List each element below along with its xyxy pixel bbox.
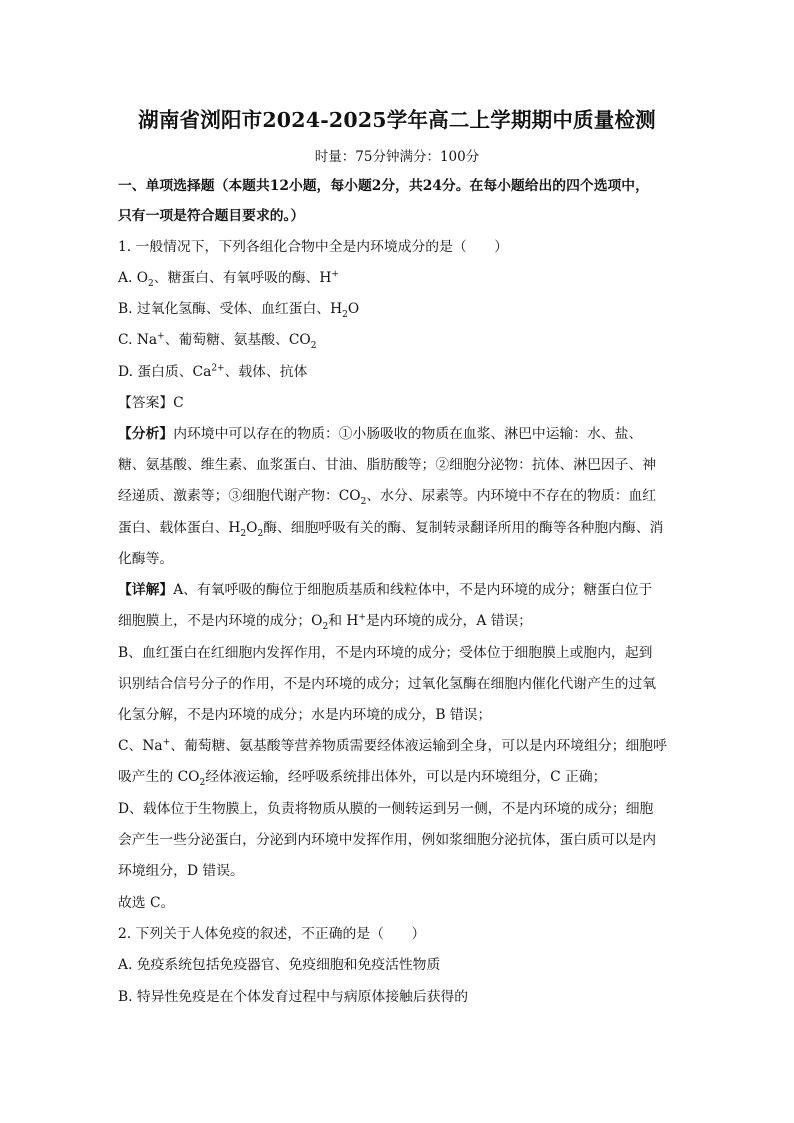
option-a-text-1: A. O	[118, 270, 149, 286]
detail-a-line-2	[118, 611, 532, 631]
question-1-option-d	[118, 362, 307, 382]
option-c-text-2: 、葡萄糖、氨基酸、CO	[164, 332, 311, 348]
detail-d-line-1: D、载体位于生物膜上，负责将物质从膜的一侧转运到另一侧，不是内环境的成分；细胞	[118, 801, 654, 817]
question-2-option-b: B. 特异性免疫是在个体发育过程中与病原体接触后获得的	[118, 989, 469, 1005]
analysis-line-5: 化酶等。	[118, 551, 174, 567]
option-d-text-2: 、载体、抗体	[224, 364, 308, 380]
detail-c-subscript: 2	[199, 777, 206, 788]
detail-a-text-2a: 细胞膜上，不是内环境的成分；O	[118, 613, 323, 629]
question-1-answer: 【答案】C	[118, 395, 184, 411]
analysis-text-3a: 经递质、激素等；③细胞代谢产物：CO	[118, 488, 361, 504]
analysis-text-4c: 酶、细胞呼吸有关的酶、复制转录翻译所用的酶等各种胞内酶、消	[263, 520, 664, 536]
question-1-option-a	[118, 268, 339, 288]
document-subtitle: 时量：75分钟满分：100分	[314, 149, 480, 165]
analysis-text-4b: O	[246, 520, 258, 536]
detail-d-line-3: 环境组分，D 错误。	[118, 863, 244, 879]
option-a-text-2: 、糖蛋白、有氧呼吸的酶、H	[153, 270, 332, 286]
analysis-line-1	[118, 424, 642, 444]
option-d-text-1: D. 蛋白质、Ca	[118, 364, 212, 380]
detail-b-line-3: 化氢分解，不是内环境的成分；水是内环境的成分，B 错误；	[118, 707, 492, 723]
analysis-subscript-4b: 2	[257, 528, 264, 539]
option-a-subscript: 2	[148, 278, 154, 289]
question-1-option-c	[118, 330, 316, 350]
detail-b-line-1: B、血红蛋白在红细胞内发挥作用，不是内环境的成分；受体位于细胞膜上或胞内，起到	[118, 645, 653, 661]
option-a-superscript: +	[331, 269, 339, 280]
detail-c-text-2b: 经体液运输，经呼吸系统排出体外，可以是内环境组分，C 正确；	[205, 769, 607, 785]
question-1-stem: 1. 一般情况下，下列各组化合物中全是内环境成分的是（ ）	[118, 239, 509, 255]
option-b-text-2: O	[347, 301, 360, 317]
option-c-text-1: C. Na	[118, 332, 158, 348]
analysis-subscript-4a: 2	[240, 528, 247, 539]
option-d-superscript: 2+	[211, 363, 225, 374]
analysis-line-2: 糖、氨基酸、维生素、血浆蛋白、甘油、脂肪酸等；②细胞分泌物：抗体、淋巴因子、神	[118, 457, 657, 473]
detail-a-text-2b: 和 H	[328, 613, 359, 629]
section-heading-line-2: 只有一项是符合题目要求的。）	[118, 208, 305, 224]
analysis-subscript-3: 2	[360, 496, 367, 507]
analysis-label: 【分析】	[118, 426, 174, 442]
detail-d-line-2: 会产生一些分泌蛋白，分泌到内环境中发挥作用，例如浆细胞分泌抗体，蛋白质可以是内	[118, 832, 657, 848]
analysis-line-3	[118, 486, 656, 506]
question-1-option-b	[118, 299, 359, 319]
analysis-text-3b: 、水分、尿素等。内环境中不存在的物质：血红	[366, 488, 657, 504]
detail-c-text-2a: 吸产生的 CO	[118, 769, 200, 785]
option-b-subscript: 2	[342, 309, 348, 320]
document-title: 湖南省浏阳市2024-2025学年高二上学期期中质量检测	[138, 108, 656, 132]
detail-c-line-2	[118, 767, 606, 787]
detail-a-subscript: 2	[322, 621, 329, 632]
detail-a-text-1: A、有氧呼吸的酶位于细胞质基质和线粒体中，不是内环境的成分；糖蛋白位于	[173, 582, 653, 598]
option-b-text-1: B. 过氧化氢酶、受体、血红蛋白、H	[118, 301, 343, 317]
detail-a-line-1	[118, 580, 652, 600]
detail-c-superscript: +	[162, 737, 171, 748]
option-c-superscript: +	[157, 331, 165, 342]
detail-a-text-2c: 是内环境的成分，A 错误；	[365, 613, 533, 629]
detail-b-line-2: 识别结合信号分子的作用，不是内环境的成分；过氧化氢酶在细胞内催化代谢产生的过氧	[118, 676, 657, 692]
analysis-text-1: 内环境中可以存在的物质：①小肠吸收的物质在血浆、淋巴中运输：水、盐、	[173, 426, 643, 442]
section-heading-line-1: 一、单项选择题（本题共12小题，每小题2分，共24分。在每小题给出的四个选项中，	[118, 178, 649, 194]
detail-c-line-1	[118, 736, 667, 756]
option-c-subscript: 2	[310, 340, 317, 351]
detail-c-text-1b: 、葡萄糖、氨基酸等营养物质需要经体液运输到全身，可以是内环境组分；细胞呼	[170, 738, 667, 754]
detail-a-superscript: +	[358, 612, 366, 623]
analysis-text-4a: 蛋白、载体蛋白、H	[118, 520, 241, 536]
question-2-option-a: A. 免疫系统包括免疫器官、免疫细胞和免疫活性物质	[118, 957, 441, 973]
question-1-conclusion: 故选 C。	[118, 895, 175, 911]
question-2-stem: 2. 下列关于人体免疫的叙述，不正确的是（ ）	[118, 926, 426, 942]
detail-c-text-1a: C、Na	[118, 738, 163, 754]
detail-label: 【详解】	[118, 582, 174, 598]
analysis-line-4	[118, 518, 663, 538]
